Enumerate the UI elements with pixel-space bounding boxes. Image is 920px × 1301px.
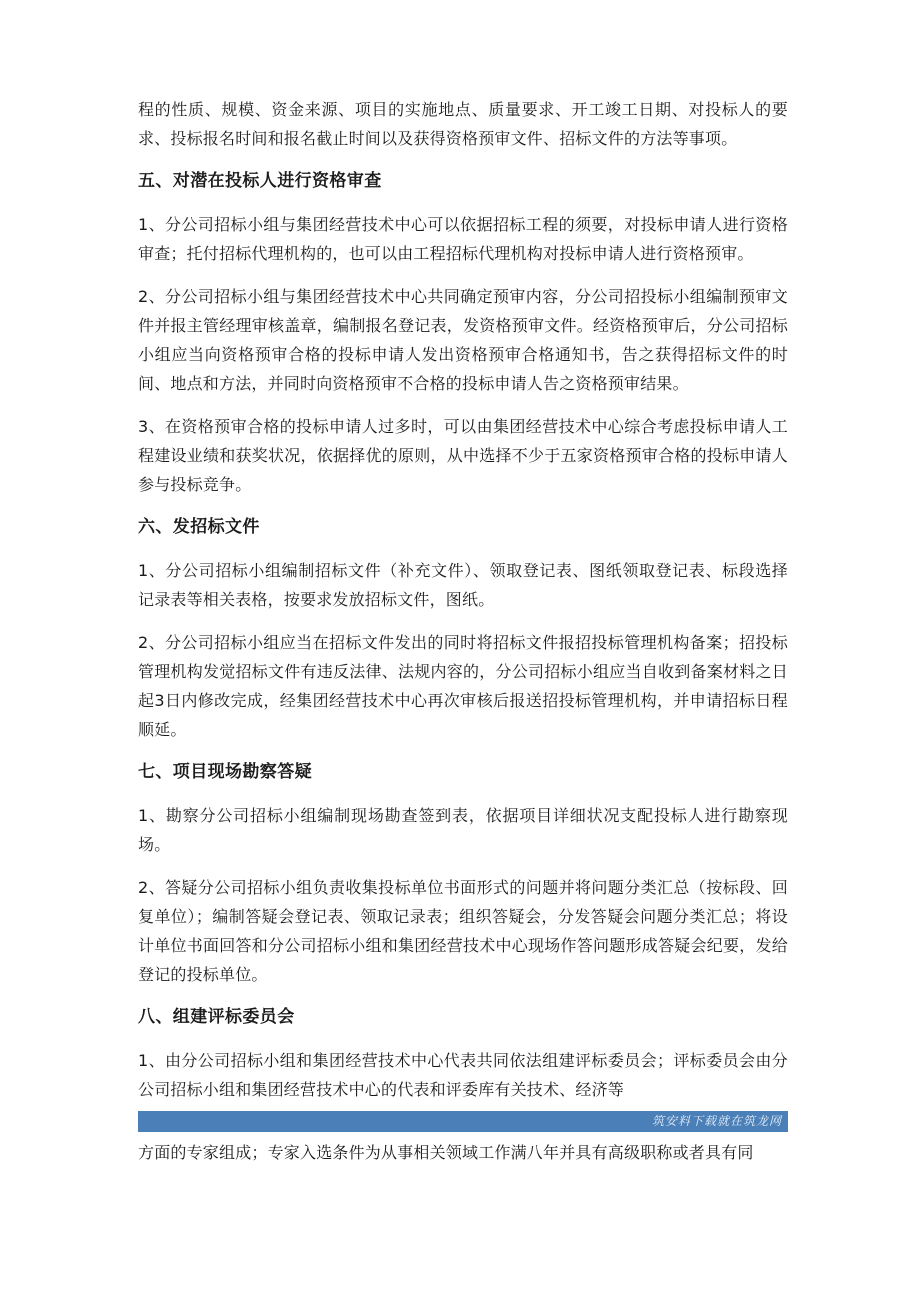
paragraph-5-2: 2、分公司招标小组与集团经营技术中心共同确定预审内容，分公司招投标小组编制预审文件并报主管经理审核盖章，编制报名登记表，发资格预审文件。经资格预审后，分公司招标小组应当向资格预审合格的投标申请人发出资格预审合格通知书，告之获得招标文件的时间、地点和方法，并同时向资格预审不合格的投标申请人告之资格预审结果。: [138, 287, 788, 393]
document-body: [138, 95, 788, 1118]
paragraph-5-3: 3、在资格预审合格的投标申请人过多时，可以由集团经营技术中心综合考虑投标申请人工程建设业绩和获奖状况，依据择优的原则，从中选择不少于五家资格预审合格的投标申请人参与投标竞争。: [138, 417, 788, 494]
paragraph-5-1: 1、分公司招标小组与集团经营技术中心可以依据招标工程的须要，对投标申请人进行资格审查；托付招标代理机构的，也可以由工程招标代理机构对投标申请人进行资格预审。: [138, 215, 788, 263]
section-heading-6: 六、发招标文件: [138, 517, 260, 537]
page-tail: [138, 1138, 788, 1181]
section-heading-7: 七、项目现场勘察答疑: [138, 762, 312, 782]
section-heading-5: 五、对潜在投标人进行资格审查: [138, 171, 382, 191]
paragraph-6-2: 2、分公司招标小组应当在招标文件发出的同时将招标文件报招投标管理机构备案；招投标管理机构发觉招标文件有违反法律、法规内容的，分公司招标小组应当自收到备案材料之日起3日内修改完成，经集团经营技术中心再次审核后报送招投标管理机构，并申请招标日程顺延。: [138, 633, 788, 739]
paragraph-8-1: 1、由分公司招标小组和集团经营技术中心代表共同依法组建评标委员会；评标委员会由分公司招标小组和集团经营技术中心的代表和评委库有关技术、经济等: [138, 1051, 788, 1099]
paragraph-6-1: 1、分公司招标小组编制招标文件（补充文件）、领取登记表、图纸领取登记表、标段选择记录表等相关表格，按要求发放招标文件，图纸。: [138, 561, 788, 609]
watermark-banner: [138, 1111, 788, 1132]
paragraph-continuation: 程的性质、规模、资金来源、项目的实施地点、质量要求、开工竣工日期、对投标人的要求、投标报名时间和报名截止时间以及获得资格预审文件、招标文件的方法等事项。: [138, 100, 788, 148]
watermark-banner-text: 筑安料下载就在筑龙网: [651, 1114, 782, 1128]
paragraph-7-2: 2、答疑分公司招标小组负责收集投标单位书面形式的问题并将问题分类汇总（按标段、回复单位）；编制答疑会登记表、领取记录表；组织答疑会，分发答疑会问题分类汇总；将设计单位书面回答和分公司招标小组和集团经营技术中心现场作答问题形成答疑会纪要，发给登记的投标单位。: [138, 878, 788, 984]
paragraph-tail: 方面的专家组成；专家入选条件为从事相关领域工作满八年并具有高级职称或者具有同: [138, 1143, 754, 1162]
paragraph-7-1: 1、勘察分公司招标小组编制现场勘查签到表，依据项目详细状况支配投标人进行勘察现场。: [138, 806, 788, 854]
section-heading-8: 八、组建评标委员会: [138, 1007, 295, 1027]
